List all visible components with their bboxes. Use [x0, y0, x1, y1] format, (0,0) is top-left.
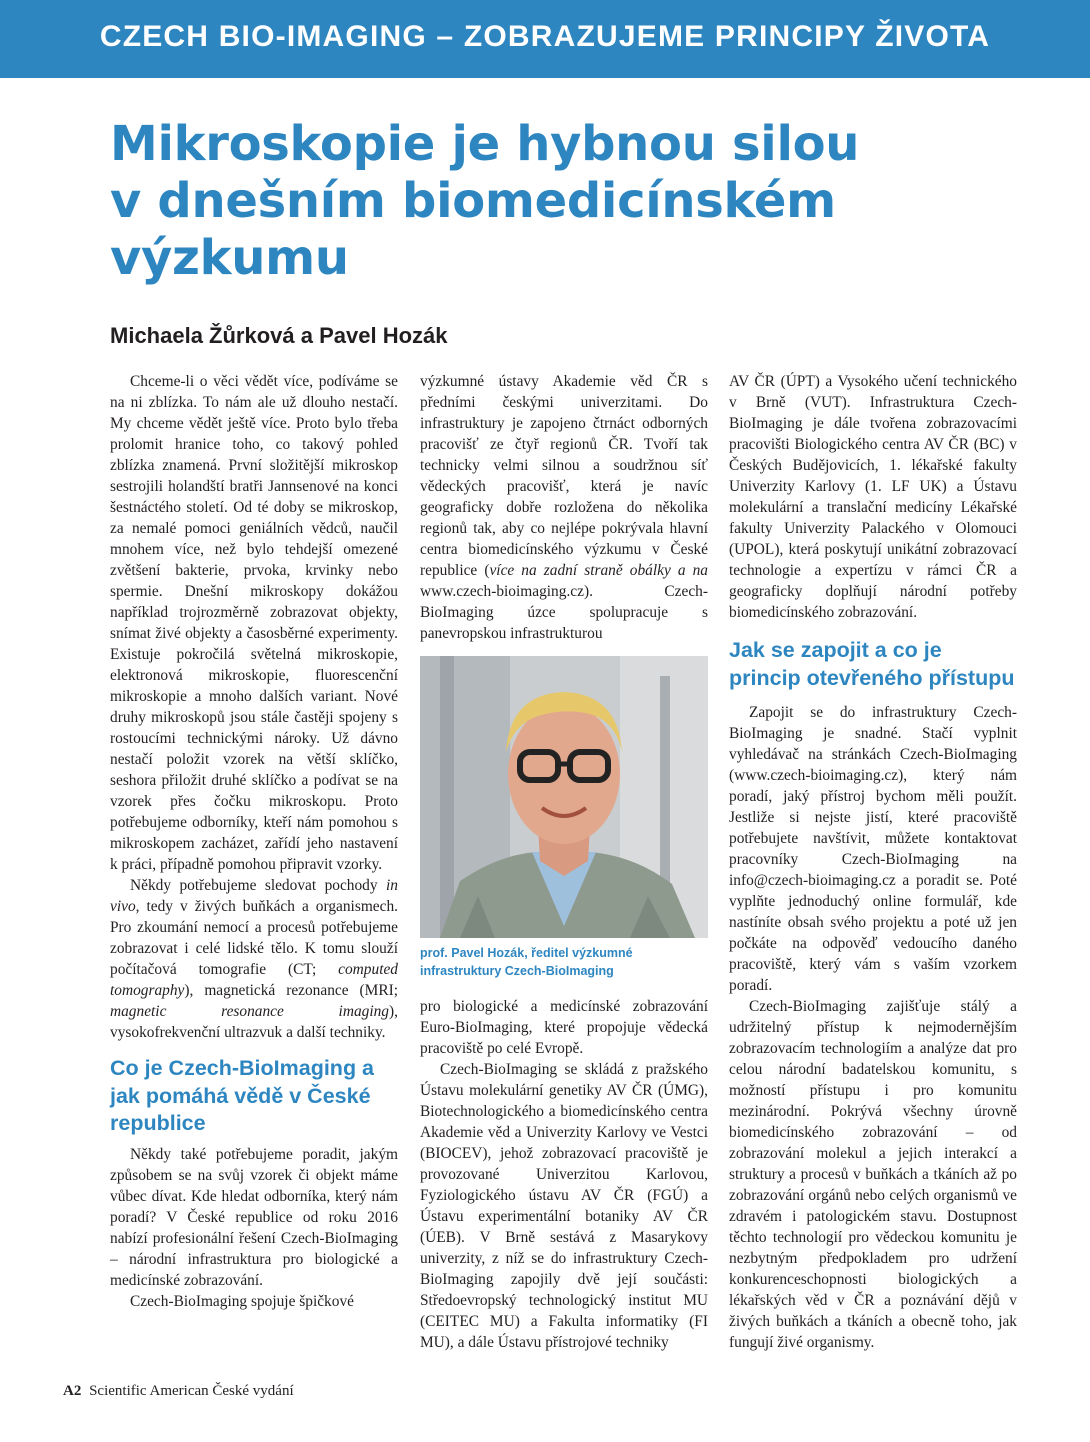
portrait-illustration — [420, 656, 708, 938]
page-number: A2 — [63, 1383, 82, 1399]
photo-caption: prof. Pavel Hozák, ředitel výzkumné infrastruktury Czech-BioImaging — [420, 946, 633, 978]
title-line-1: Mikroskopie je hybnou silou — [110, 116, 860, 172]
column-1 — [110, 371, 398, 1312]
header-banner — [0, 0, 1090, 78]
publication-name: Scientific American České vydání — [89, 1383, 294, 1399]
paragraph: pro biologické a medicínské zobrazování Euro-BioImaging, které propojuje vědecká pracoviště po celé Evropě. — [420, 998, 708, 1057]
paragraph: výzkumné ústavy Akademie věd ČR s předními českými univerzitami. Do infrastruktury je zapojeno čtrnáct odborných pracovišť ze čtyř regionů ČR. Tvoří tak technicky velmi silnou a soudržnou síť vědeckých pracovišť, která je navíc geograficky dobře rozložena do několika regionů tak, aby co nejlépe pokrývala hlavní centra biomedicínského výzkumu v České republice (více na zadní straně obálky a na www.czech-bioimaging.cz). Czech-BioImaging úzce spolupracuje s panevropskou infrastrukturou — [420, 373, 709, 642]
paragraph: Czech-BioImaging zajišťuje stálý a udržitelný přístup k nejmodernějším zobrazovacím technologiím a analýze dat pro celou národní badatelskou komunitu, s možností přístupu i pro komunitu mezinárodní. Pokrývá všechny úrovně biomedicínského zobrazování – od zobrazování molekul a jejich interakcí a struktury a procesů v buňkách a tkáních až po zobrazování orgánů nebo celých organismů ve zdravém i patologickém stavu. Dostupnost těchto technologií pro vědeckou komunitu je nezbytným předpokladem pro udržení konkurenceschopnosti biologických a lékařských věd v ČR a poznávání dějů v živých buňkách a tkáních a obecně toho, jak fungují živé organismy. — [729, 998, 1017, 1351]
paragraph: Czech-BioImaging spojuje špičkové — [130, 1292, 354, 1310]
paragraph: Chceme-li o věci vědět více, podíváme se na ni zblízka. To nám ale už dlouho nestačí. My chceme vědět ještě více. Proto bylo třeba prolomit hranice toho, co takový pohled zblízka znamená. První složitější mikroskop sestrojili holandští bratři Jannsenové na konci šestnáctého století. Od té doby se mikroskop, za nemalé pomoci geniálních vědců, naučil mnohem více, než bylo tehdejší omezené zvětšení bakterie, prvoka, krvinky nebo spermie. Dnešní mikroskopy dokážou například trojrozměrně zobrazovat objekty, snímat živé objekty a časosběrné experimenty. Existuje pokročilá světelná mikroskopie, elektronová mikroskopie, fluorescenční mikroskopie a mnoho dalších variant. Nové druhy mikroskopů jsou stále častěji spojeny s rostoucími technickými nároky. Už dávno nestačí položit vzorek na větší sklíčko, seshora přiložit druhé sklíčko a podívat se na vzorek přes čočku mikroskopu. Proto potřebujeme odborníky, kteří nám pomohou s mikroskopem zacházet, zařídí jeho nastavení k práci, případně pomohou připravit vzorky. — [110, 373, 398, 873]
paragraph: Zapojit se do infrastruktury Czech-BioImaging je snadné. Stačí vyplnit vyhledávač na stránkách Czech-BioImaging (www.czech-bioimaging.cz), který nám poradí, jaký přístroj bychom měli použít. Jestliže si nejste jistí, které pracoviště potřebujete navštívit, můžete kontaktovat pracovníky Czech-BioImaging na info@czech-bioimaging.cz a poradit se. Poté vyplňte jednoduchý online formulář, kde nastíníte obsah svého projektu a poté už jen počkáte na odpověď vedoucího daného pracoviště, který vám s vaším vzorkem poradí. — [729, 704, 1017, 994]
paragraph: Někdy také potřebujeme poradit, jakým způsobem se na svůj vzorek či objekt máme vůbec dívat. Kde hledat odborníka, který nám poradí? V České republice od roku 2016 nabízí profesionální řešení Czech-BioImaging – národní infrastruktura pro biologické a medicínské zobrazování. — [110, 1145, 398, 1289]
section-heading: Jak se zapojit a co je princip otevřeného přístupu — [729, 638, 1015, 690]
article-authors: Michaela Žůrková a Pavel Hozák — [110, 323, 448, 348]
section-heading: Co je Czech-BioImaging a jak pomáhá vědě v České republice — [110, 1056, 375, 1135]
page-footer — [63, 1383, 294, 1400]
article-title — [110, 116, 1010, 287]
column-2 — [420, 371, 708, 1353]
paragraph: AV ČR (ÚPT) a Vysokého učení technického v Brně (VUT). Infrastruktura Czech-BioImaging je dále tvořena zobrazovacími pracovišti Biologického centra AV ČR (BC) v Českých Budějovicích, 1. lékařské fakulty Univerzity Karlovy (1. LF UK) a Ústavu molekulární a translační medicíny Lékařské fakulty Univerzity Palackého v Olomouci (UPOL), která poskytují unikátní zobrazovací technologie a expertízu v rámci ČR a geograficky doplňují národní potřeby biomedicínského zobrazování. — [729, 373, 1017, 621]
portrait-photo — [420, 656, 708, 938]
title-line-3: výzkumu — [110, 230, 349, 286]
paragraph: Czech-BioImaging se skládá z pražského Ústavu molekulární genetiky AV ČR (ÚMG), Biotechnologického a biomedicínského centra Akademie věd a Univerzity Karlovy ve Vestci (BIOCEV), jehož zobrazovací pracoviště je provozované Univerzitou Karlovou, Fyziologického ústavu AV ČR (FGÚ) a Ústavu experimentální botaniky AV ČR (ÚEB). V Brně sestává z Masarykovy univerzity, z níž se do infrastruktury Czech-BioImaging zapojily dvě její součásti: Středoevropský technologický institut MU (CEITEC MU) a Fakulta informatiky (FI MU), a dále Ústavu přístrojové techniky — [420, 1061, 708, 1351]
banner-title: CZECH BIO-IMAGING – ZOBRAZUJEME PRINCIPY ŽIVOTA — [99, 20, 991, 53]
title-line-2: v dnešním biomedicínském — [110, 173, 836, 229]
paragraph: Někdy potřebujeme sledovat pochody in vivo, tedy v živých buňkách a organismech. Pro zkoumání nemocí a procesů potřebujeme zobrazovat i celé lidské tělo. K tomu slouží počítačová tomografie (CT; computed tomography), magnetická rezonance (MRI; magnetic resonance imaging), vysokofrekvenční ultrazvuk a další techniky. — [110, 877, 398, 1041]
column-3 — [729, 371, 1017, 1353]
